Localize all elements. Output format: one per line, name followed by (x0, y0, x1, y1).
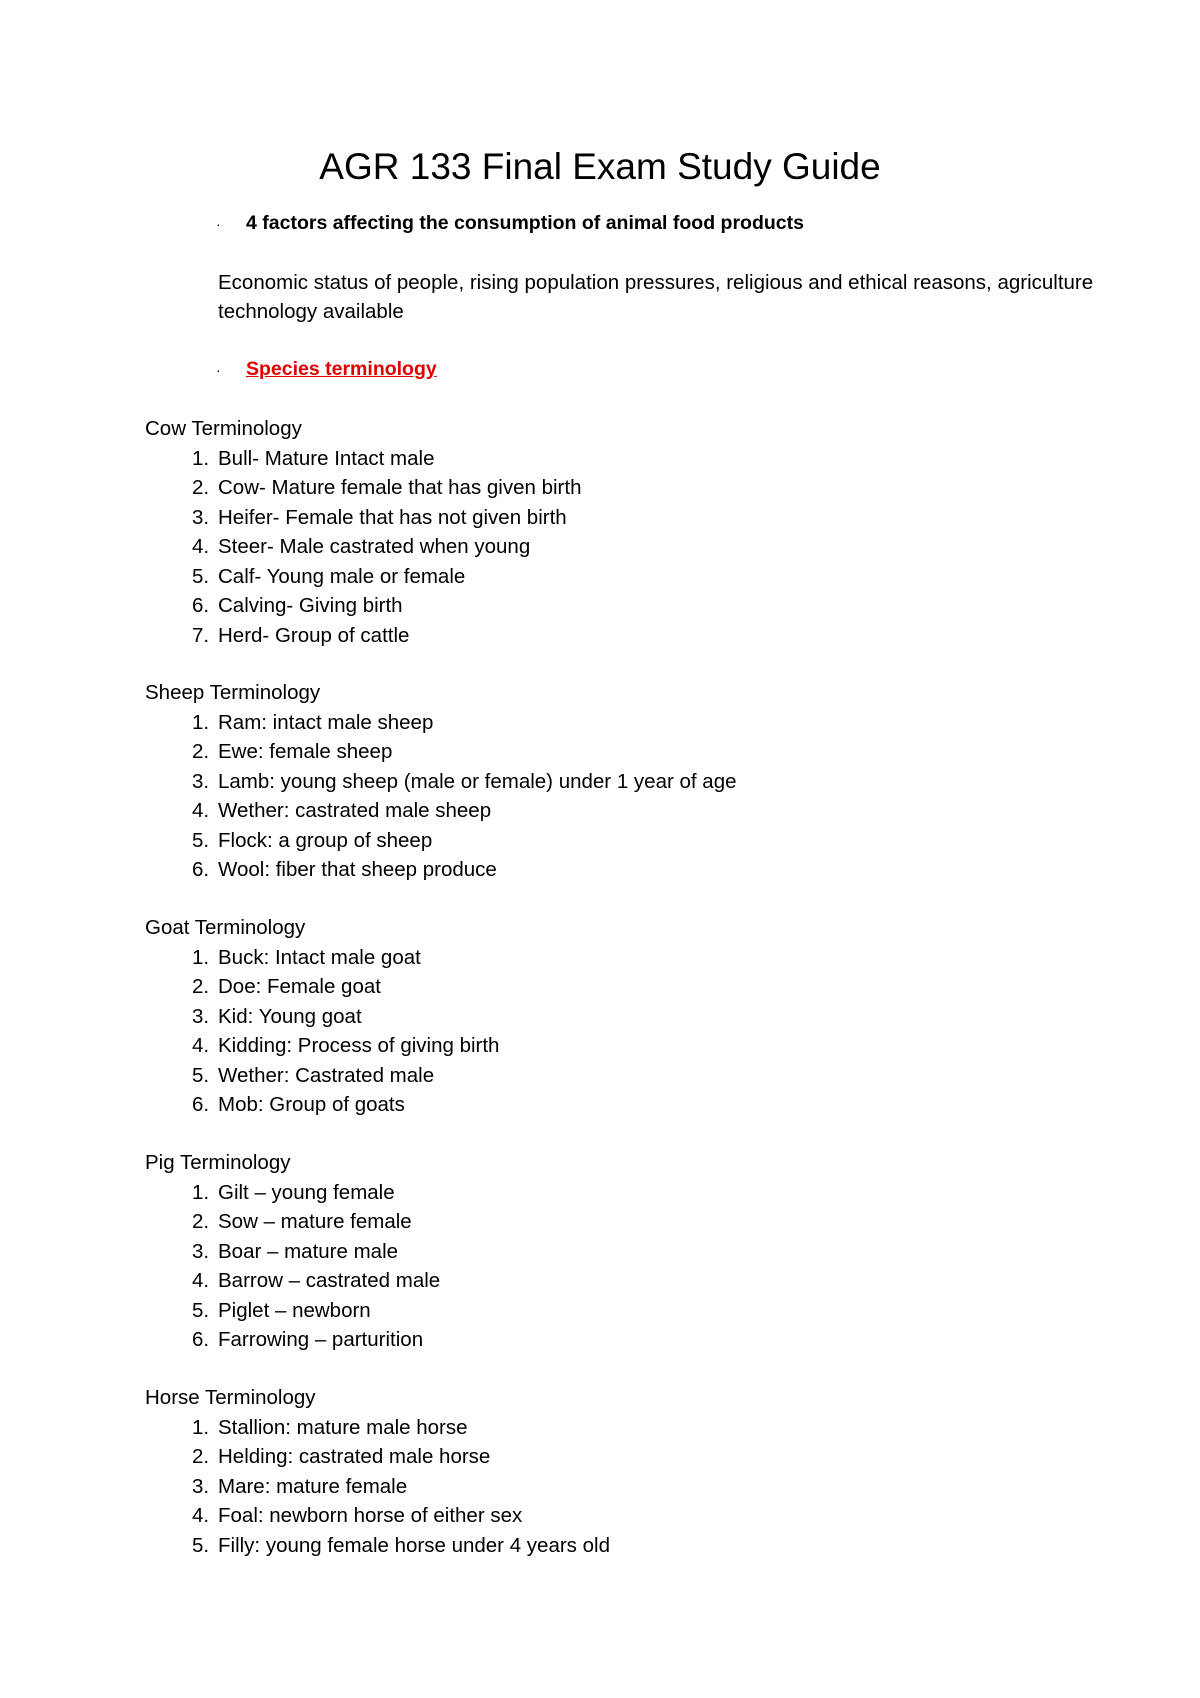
list-number: 3. (192, 1474, 210, 1498)
list-text: Bull- Mature Intact male (218, 446, 435, 470)
list-text: Boar – mature male (218, 1239, 399, 1263)
list-item (145, 767, 1045, 797)
list-text: Gilt – young female (218, 1180, 395, 1204)
list-text: Foal: newborn horse of either sex (218, 1504, 523, 1527)
list-number: 5. (192, 1063, 210, 1087)
list-item (145, 1237, 1045, 1267)
list-item (145, 1501, 1045, 1531)
list-text: Wool: fiber that sheep produce (218, 858, 497, 881)
list-item (145, 972, 1045, 1002)
list-number: 3. (192, 1239, 210, 1263)
list-item (145, 1031, 1045, 1061)
list-number: 6. (192, 1328, 210, 1351)
list-item (145, 444, 1045, 474)
list-item (145, 1266, 1045, 1296)
list-item (145, 737, 1045, 767)
list-number: 1. (192, 945, 210, 969)
list-number: 6. (192, 1093, 210, 1116)
section-heading: Goat Terminology (145, 916, 306, 939)
list-number: 2. (192, 975, 210, 998)
list-text: Piglet – newborn (218, 1298, 371, 1322)
list-number: 2. (192, 1210, 210, 1233)
section-cow (145, 414, 1045, 650)
list-text: Calving- Giving birth (218, 594, 403, 617)
bullet-item-species (216, 358, 437, 381)
bullet-dot: · (216, 215, 221, 232)
list-item (145, 1325, 1045, 1355)
list-text: Heifer- Female that has not given birth (218, 505, 567, 529)
bullet-item-factors (216, 212, 804, 235)
list-text: Stallion: mature male horse (218, 1415, 468, 1439)
list-item (145, 1442, 1045, 1472)
list-item (145, 562, 1045, 592)
section-goat (145, 913, 1045, 1120)
list-text: Flock: a group of sheep (218, 828, 433, 852)
list-number: 1. (192, 1180, 210, 1204)
list-number: 4. (192, 1269, 210, 1292)
list-item (145, 1002, 1045, 1032)
section-sheep (145, 678, 1045, 885)
list-text: Ram: intact male sheep (218, 710, 434, 734)
section-pig (145, 1148, 1045, 1355)
list-text: Barrow – castrated male (218, 1269, 441, 1292)
list-item (145, 855, 1045, 885)
list-item (145, 1531, 1045, 1561)
list-number: 4. (192, 1504, 210, 1527)
list-item (145, 826, 1045, 856)
list-text: Kid: Young goat (218, 1004, 362, 1028)
term-list (145, 444, 1045, 651)
bullet-dot: · (216, 361, 221, 378)
section-horse (145, 1383, 1045, 1560)
list-item (145, 473, 1045, 503)
list-number: 4. (192, 799, 210, 822)
list-text: Doe: Female goat (218, 975, 381, 998)
list-number: 3. (192, 1004, 210, 1028)
section-heading: Cow Terminology (145, 417, 302, 440)
list-text: Sow – mature female (218, 1210, 412, 1233)
section-heading: Pig Terminology (145, 1151, 291, 1174)
list-text: Cow- Mature female that has given birth (218, 476, 582, 499)
list-item (145, 708, 1045, 738)
list-number: 1. (192, 446, 210, 470)
list-item (145, 943, 1045, 973)
list-number: 6. (192, 594, 210, 617)
list-text: Mare: mature female (218, 1474, 408, 1498)
list-number: 5. (192, 828, 210, 852)
list-text: Wether: Castrated male (218, 1063, 435, 1087)
list-number: 3. (192, 769, 210, 793)
list-item (145, 591, 1045, 621)
list-item (145, 796, 1045, 826)
list-number: 3. (192, 505, 210, 529)
list-text: Filly: young female horse under 4 years old (218, 1533, 610, 1557)
list-number: 7. (192, 623, 210, 647)
section-heading: Horse Terminology (145, 1386, 316, 1409)
list-text: Steer- Male castrated when young (218, 535, 531, 558)
document-title: AGR 133 Final Exam Study Guide (319, 146, 881, 187)
list-text: Mob: Group of goats (218, 1093, 405, 1116)
list-text: Wether: castrated male sheep (218, 799, 492, 822)
list-item (145, 621, 1045, 651)
list-text: Ewe: female sheep (218, 740, 393, 763)
list-number: 2. (192, 1445, 210, 1468)
list-number: 2. (192, 740, 210, 763)
list-number: 5. (192, 1533, 210, 1557)
list-number: 4. (192, 535, 210, 558)
list-item (145, 1472, 1045, 1502)
term-list (145, 1178, 1045, 1355)
term-list (145, 1413, 1045, 1561)
list-item (145, 532, 1045, 562)
factors-paragraph: Economic status of people, rising population pressures, religious and ethical reasons, agriculture technology available (218, 271, 1094, 323)
list-number: 4. (192, 1034, 210, 1057)
list-number: 1. (192, 710, 210, 734)
species-terminology-link[interactable]: Species terminology (246, 358, 437, 381)
list-text: Kidding: Process of giving birth (218, 1034, 500, 1057)
list-text: Lamb: young sheep (male or female) under 1 year of age (218, 769, 737, 793)
list-text: Calf- Young male or female (218, 564, 466, 588)
list-item (145, 1207, 1045, 1237)
list-number: 5. (192, 1298, 210, 1322)
list-item (145, 503, 1045, 533)
list-item (145, 1296, 1045, 1326)
list-item (145, 1090, 1045, 1120)
list-text: Helding: castrated male horse (218, 1445, 491, 1468)
list-number: 5. (192, 564, 210, 588)
list-text: Herd- Group of cattle (218, 623, 410, 647)
list-text: Farrowing – parturition (218, 1328, 424, 1351)
term-list (145, 943, 1045, 1120)
bullet-text: 4 factors affecting the consumption of animal food products (246, 212, 804, 235)
section-heading: Sheep Terminology (145, 681, 321, 704)
list-text: Buck: Intact male goat (218, 945, 421, 969)
term-list (145, 708, 1045, 885)
list-item (145, 1413, 1045, 1443)
list-number: 1. (192, 1415, 210, 1439)
list-item (145, 1178, 1045, 1208)
list-number: 2. (192, 476, 210, 499)
list-item (145, 1061, 1045, 1091)
list-number: 6. (192, 858, 210, 881)
